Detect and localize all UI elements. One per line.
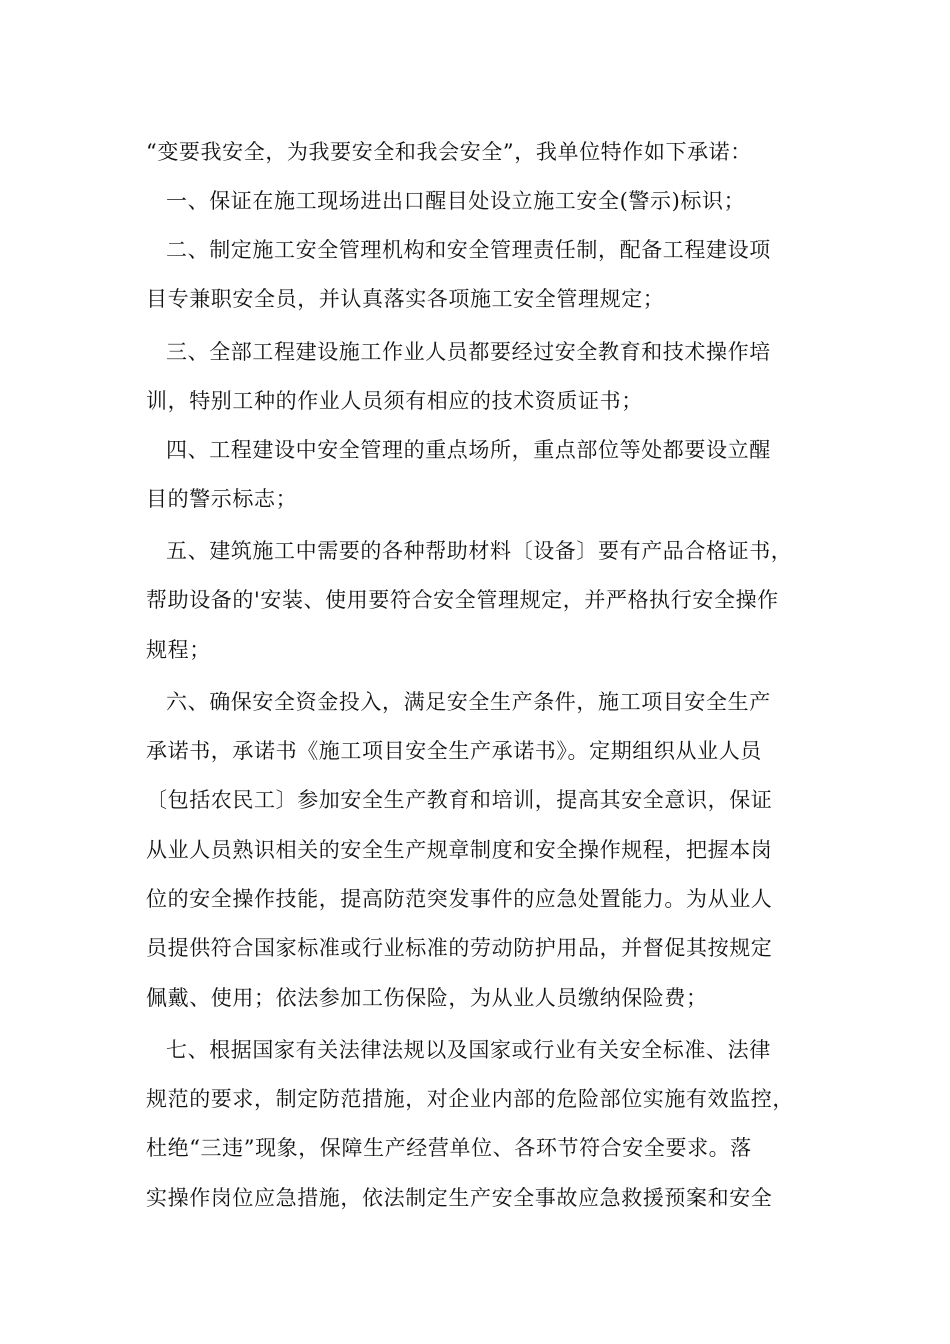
text-line: 五、建筑施工中需要的各种帮助材料〔设备〕要有产品合格证书， xyxy=(166,539,793,563)
text-line: 员提供符合国家标准或行业标准的劳动防护用品，并督促其按规定 xyxy=(146,936,773,960)
text-line: 训，特别工种的作业人员须有相应的技术资质证书； xyxy=(146,389,643,413)
text-line: 二、制定施工安全管理机构和安全管理责任制，配备工程建设项 xyxy=(166,238,771,262)
text-line: “变要我安全，为我要安全和我会安全”，我单位特作如下承诺： xyxy=(146,140,752,164)
text-line: 佩戴、使用；依法参加工伤保险，为从业人员缴纳保险费； xyxy=(146,986,708,1010)
text-line: 规范的要求，制定防范措施，对企业内部的危险部位实施有效监控， xyxy=(146,1087,794,1111)
text-line: 目的警示标志； xyxy=(146,487,298,511)
text-line: 从业人员熟识相关的安全生产规章制度和安全操作规程，把握本岗 xyxy=(146,838,773,862)
text-line: 位的安全操作技能，提高防范突发事件的应急处置能力。为从业人 xyxy=(146,887,773,911)
text-line: 〔包括农民工〕参加安全生产教育和培训，提高其安全意识，保证 xyxy=(146,788,773,812)
text-line: 一、保证在施工现场进出口醒目处设立施工安全(警示)标识； xyxy=(166,189,746,213)
text-line: 七、根据国家有关法律法规以及国家或行业有关安全标准、法律 xyxy=(166,1038,771,1062)
text-line: 三、全部工程建设施工作业人员都要经过安全教育和技术操作培 xyxy=(166,340,771,364)
text-line: 帮助设备的'安装、使用要符合安全管理规定，并严格执行安全操作 xyxy=(146,588,779,612)
text-line: 六、确保安全资金投入，满足安全生产条件，施工项目安全生产 xyxy=(166,690,771,714)
text-line: 承诺书，承诺书《施工项目安全生产承诺书》。定期组织从业人员 xyxy=(146,739,762,763)
text-line: 实操作岗位应急措施，依法制定生产安全事故应急救援预案和安全 xyxy=(146,1186,773,1210)
text-line: 规程； xyxy=(146,638,211,662)
text-line: 杜绝“三违”现象，保障生产经营单位、各环节符合安全要求。落 xyxy=(146,1136,752,1160)
text-line: 目专兼职安全员，并认真落实各项施工安全管理规定； xyxy=(146,287,665,311)
text-line: 四、工程建设中安全管理的重点场所，重点部位等处都要设立醒 xyxy=(166,438,771,462)
